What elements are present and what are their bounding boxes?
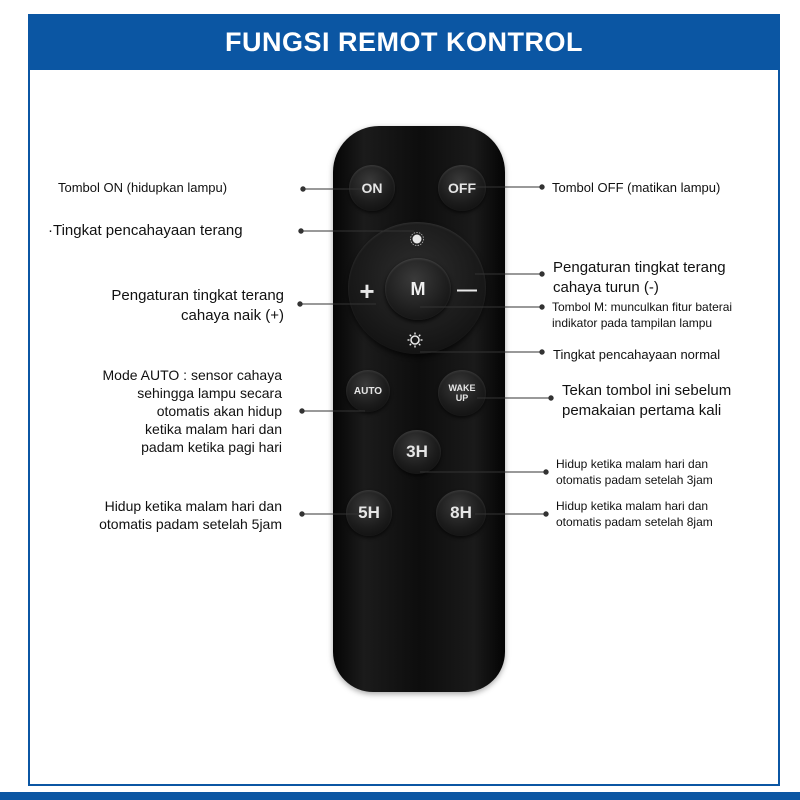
label-line: Tombol ON (hidupkan lampu)	[58, 180, 228, 195]
label-auto-button	[40, 366, 282, 456]
label-line: otomatis akan hidup	[156, 403, 282, 419]
label-3h-button	[556, 456, 776, 488]
label-line: ·Tingkat pencahayaan terang	[48, 222, 243, 239]
label-line: Tombol OFF (matikan lampu)	[552, 180, 721, 195]
label-5h-button	[40, 497, 282, 533]
timer-5h-button[interactable]: 5H	[346, 490, 392, 536]
label-line: Hidup ketika malam hari dan	[104, 498, 282, 514]
minus-button[interactable]: —	[457, 278, 477, 301]
label-line: padam ketika pagi hari	[141, 439, 282, 455]
label-normal-level	[553, 346, 773, 363]
label-line: otomatis padam setelah 8jam	[556, 515, 713, 529]
label-line: otomatis padam setelah 5jam	[99, 516, 282, 532]
label-minus-button	[553, 258, 778, 298]
label-plus-button	[40, 286, 284, 326]
label-8h-button	[556, 498, 776, 530]
label-bright-level	[48, 221, 298, 241]
label-line: indikator pada tampilan lampu	[552, 316, 713, 330]
wake-up-button[interactable]	[438, 370, 486, 416]
header-banner	[28, 14, 780, 70]
label-line: pemakaian pertama kali	[562, 402, 722, 419]
label-on-button	[58, 179, 298, 196]
label-line: Mode AUTO : sensor cahaya	[102, 367, 282, 383]
label-off-button	[552, 179, 772, 196]
label-line: Tombol M: munculkan fitur baterai	[552, 300, 733, 314]
label-line: Tingkat pencahayaan normal	[553, 347, 721, 362]
timer-8h-button[interactable]: 8H	[436, 490, 486, 536]
bottom-brand-bar	[0, 792, 800, 800]
wake-up-label-line2: UP	[455, 393, 469, 403]
page-title: FUNGSI REMOT KONTROL	[225, 26, 583, 57]
label-line: Hidup ketika malam hari dan	[556, 499, 709, 513]
label-line: Pengaturan tingkat terang	[111, 287, 284, 304]
label-line: cahaya turun (-)	[553, 279, 659, 296]
off-button[interactable]: OFF	[438, 165, 486, 211]
auto-button[interactable]: AUTO	[346, 370, 390, 412]
sun-normal-icon[interactable]	[405, 330, 425, 350]
label-line: Pengaturan tingkat terang	[553, 259, 726, 276]
label-m-button	[552, 299, 777, 331]
label-line: ketika malam hari dan	[145, 421, 282, 437]
on-button[interactable]: ON	[349, 165, 395, 211]
plus-button[interactable]: +	[359, 275, 375, 306]
sun-bright-icon[interactable]	[408, 230, 426, 248]
label-line: cahaya naik (+)	[181, 307, 284, 324]
label-line: sehingga lampu secara	[137, 385, 282, 401]
label-line: otomatis padam setelah 3jam	[556, 473, 713, 487]
label-line: Hidup ketika malam hari dan	[556, 457, 709, 471]
timer-3h-button[interactable]: 3H	[393, 430, 441, 474]
label-line: Tekan tombol ini sebelum	[562, 382, 732, 399]
m-button[interactable]: M	[385, 258, 451, 320]
label-wake-up-button	[562, 381, 772, 421]
wake-up-label-line1: WAKE	[448, 383, 476, 393]
